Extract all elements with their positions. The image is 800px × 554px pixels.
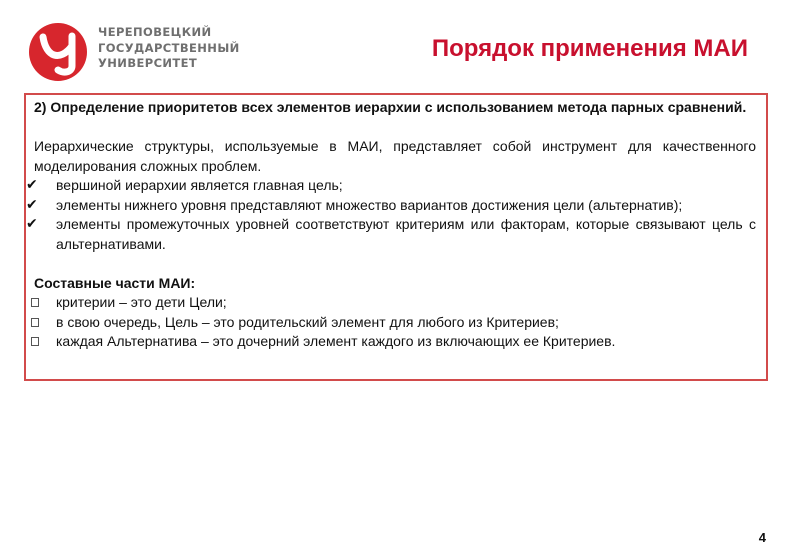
checkmark-icon: ✔ — [26, 177, 38, 193]
university-name-line: ГОСУДАРСТВЕННЫЙ — [98, 40, 240, 55]
check-list-item — [26, 215, 756, 254]
university-name — [98, 25, 240, 72]
square-bullet-icon — [31, 337, 39, 346]
check-list-item-text: элементы промежуточных уровней соответствуют критериям или факторам, которые связывают цель с альтернативами. — [56, 216, 756, 252]
university-logo — [28, 22, 88, 82]
parts-list-item-text: каждая Альтернатива – это дочерний элемент каждого из включающих ее Критериев. — [56, 333, 616, 349]
checkmark-icon: ✔ — [26, 216, 38, 232]
check-list-item-text: элементы нижнего уровня представляют множество вариантов достижения цели (альтернатив); — [56, 196, 683, 213]
parts-list-item — [34, 313, 756, 333]
check-list-item-text: вершиной иерархии является главная цель; — [56, 177, 343, 193]
slide-content — [26, 98, 756, 352]
square-bullet-icon — [31, 318, 39, 327]
checkmark-icon: ✔ — [26, 196, 38, 213]
university-name-line: ЧЕРЕПОВЕЦКИЙ — [98, 25, 212, 39]
page-number: 4 — [758, 530, 766, 545]
spacer — [34, 118, 756, 138]
parts-list-item — [34, 332, 756, 352]
parts-heading: Составные части МАИ: — [34, 274, 196, 291]
university-name-line: УНИВЕРСИТЕТ — [98, 56, 198, 70]
parts-list-item-text: в свою очередь, Цель – это родительский элемент для любого из Критериев; — [56, 313, 559, 330]
check-list-item — [26, 176, 756, 196]
spacer — [34, 254, 756, 274]
slide-title: Порядок применения МАИ — [431, 35, 748, 62]
section-heading: 2) Определение приоритетов всех элементов иерархии с использованием метода парных сравнений. — [34, 99, 747, 115]
check-list-item — [26, 196, 756, 216]
square-bullet-icon — [31, 298, 39, 307]
parts-list-item — [34, 293, 756, 313]
intro-paragraph: Иерархические структуры, используемые в МАИ, представляет собой инструмент для качественного моделирования сложных проблем. — [34, 138, 756, 174]
parts-list-item-text: критерии – это дети Цели; — [56, 294, 227, 310]
